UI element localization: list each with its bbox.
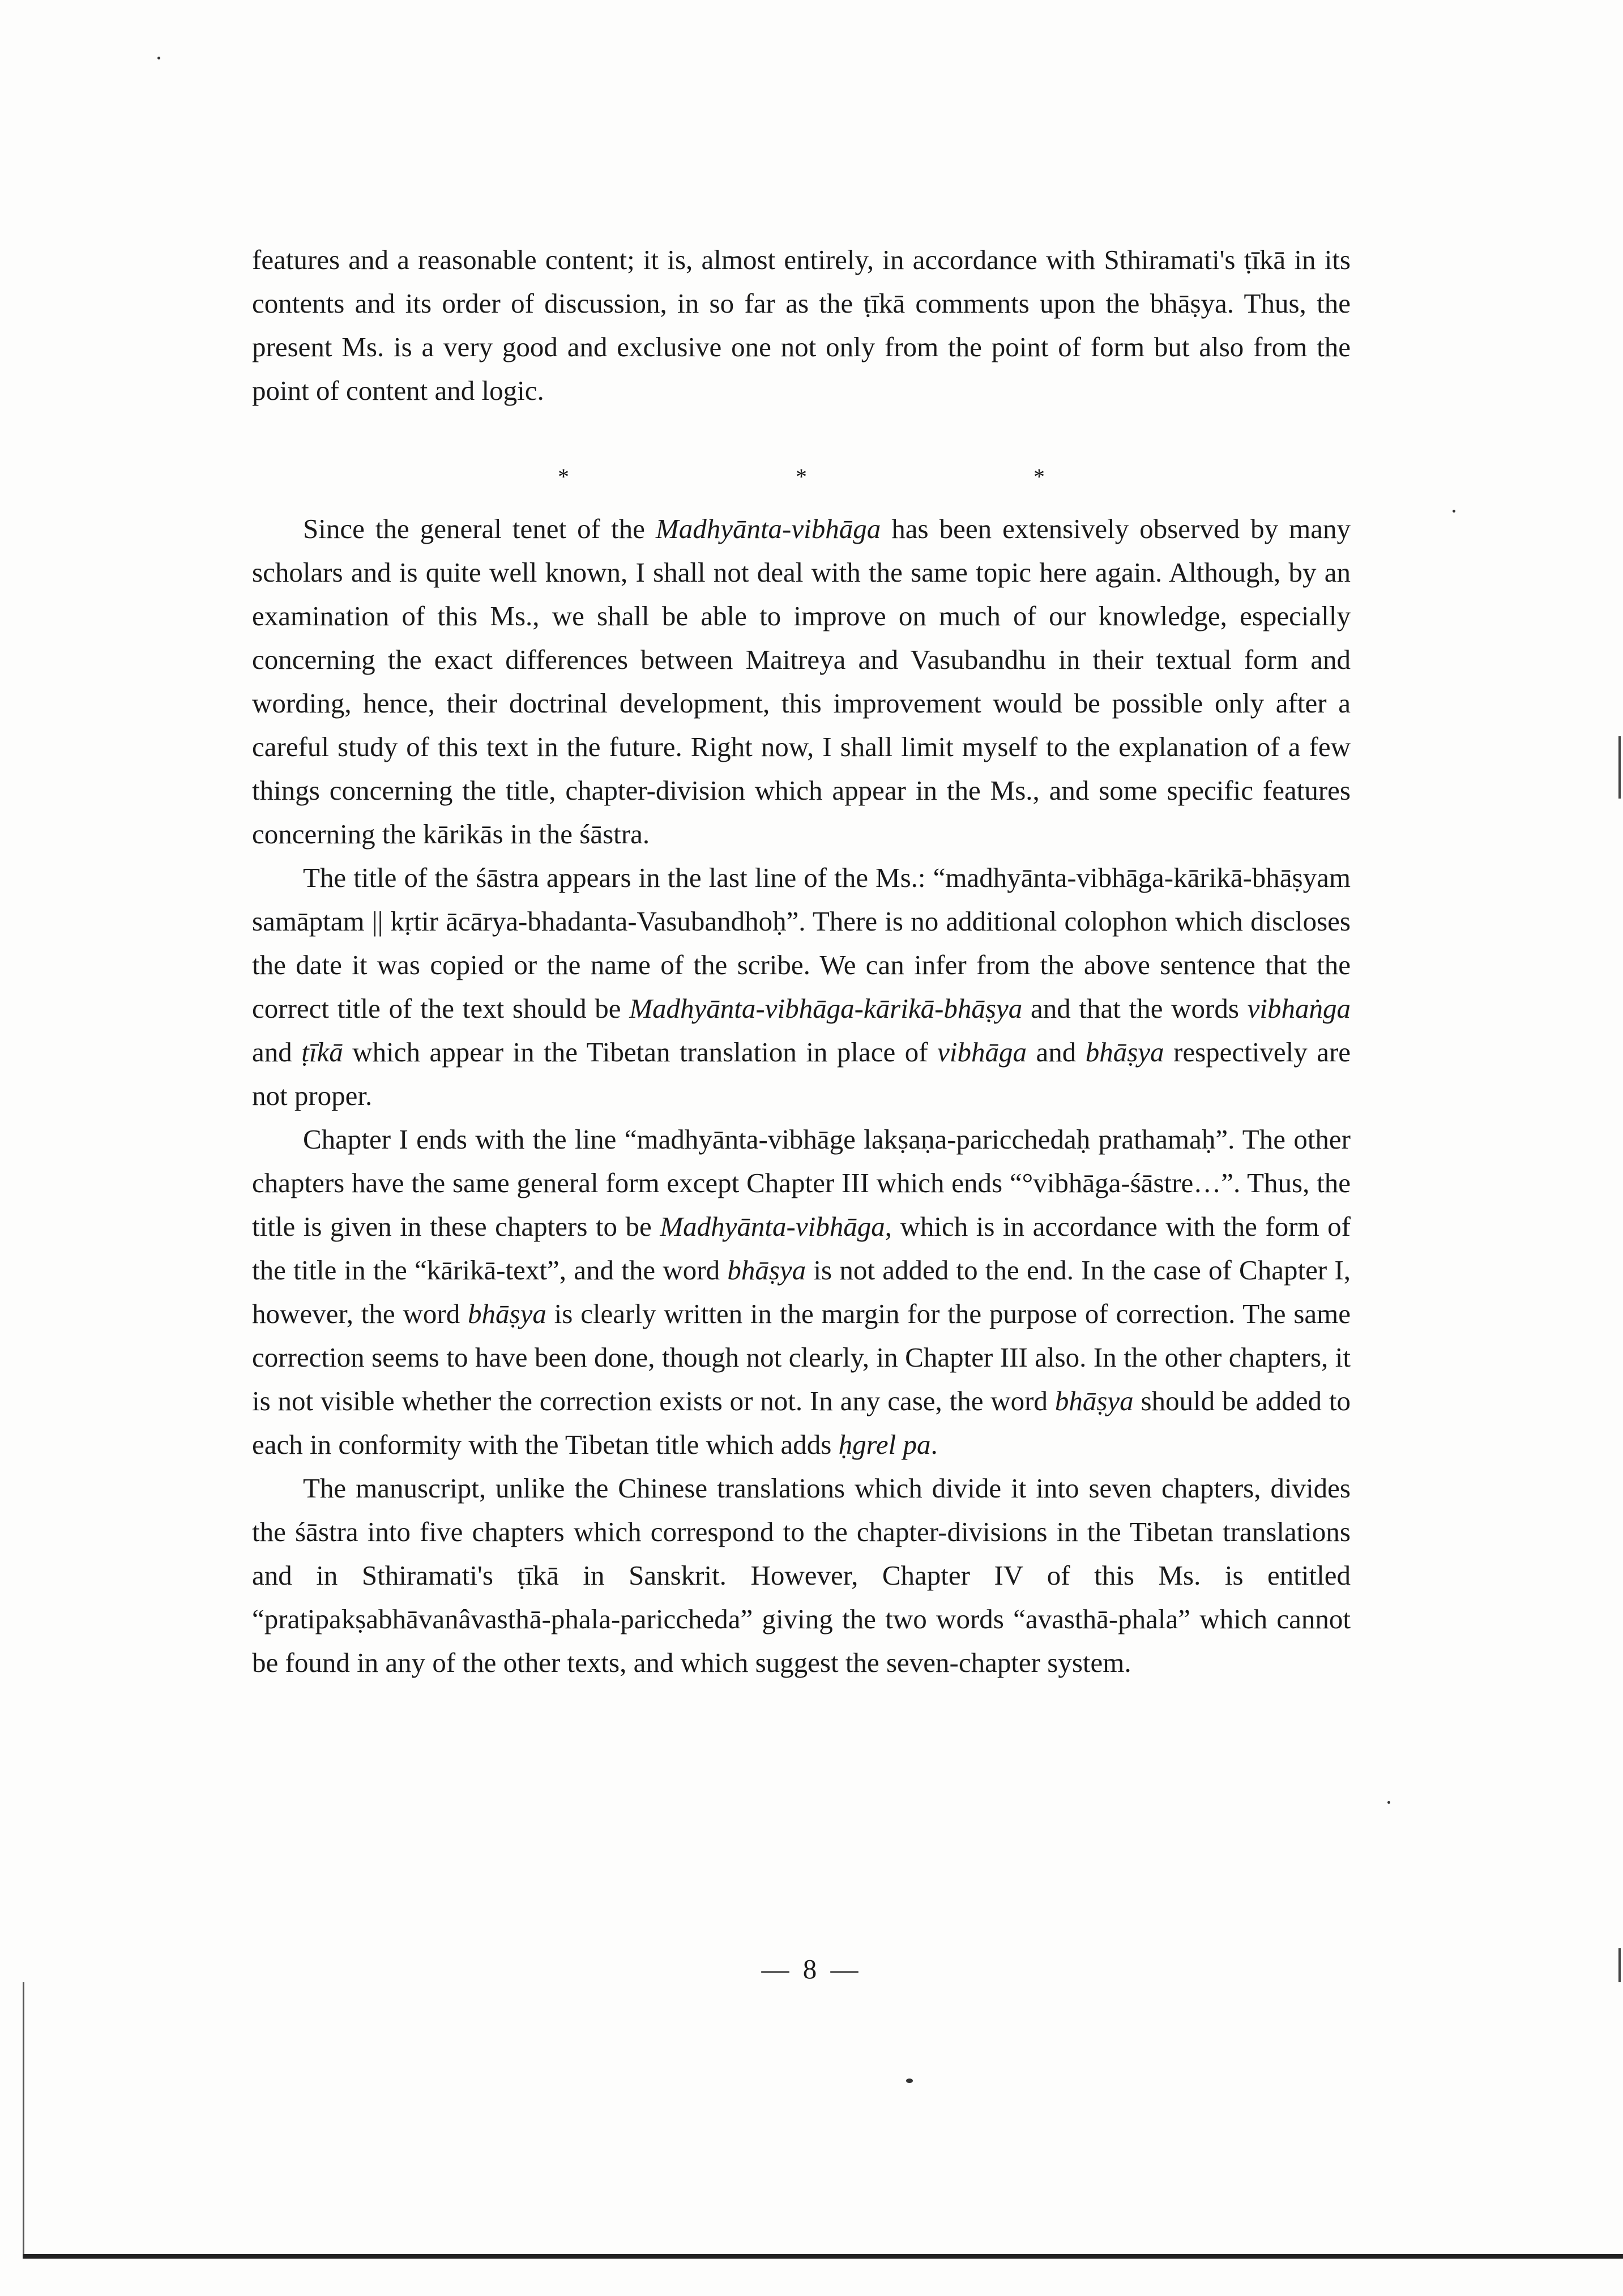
separator-star: *	[796, 464, 807, 489]
italic-term: bhāṣya	[1085, 1036, 1164, 1068]
text-run: is clearly written in the margin for the purpose of correction. The same correction seems to have been done, though not clearly, in Chapter III also. In the other chapters, it is not visible whether the correction exists or not. In any case, the word	[252, 1298, 1351, 1416]
text-run: and	[252, 1036, 302, 1068]
text-run: Since the general tenet of the	[303, 513, 656, 544]
italic-term: bhāṣya	[727, 1254, 806, 1286]
separator-star: *	[558, 464, 569, 489]
scan-speck	[906, 2079, 913, 2083]
italic-term: vibhāga	[937, 1036, 1027, 1068]
continued-paragraph	[252, 238, 1351, 412]
text-run: has been extensively observed by many scholars and is quite well known, I shall not deal with the same topic here again. Although, by an examination of this Ms., we shall be able to improve on much of our knowledge, especially concerning the exact differences between Maitreya and Vasubandhu in their textual form and wording, hence, their doctrinal development, this improvement would be possible only after a careful study of this text in the future. Right now, I shall limit myself to the explanation of a few things concerning the title, chapter-division which appear in the Ms., and some specific features concerning the kārikās in the śāstra.	[252, 513, 1351, 850]
body-paragraph	[252, 507, 1351, 856]
text-run: The manuscript, unlike the Chinese translations which divide it into seven chapters, divides the śāstra into five chapters which correspond to the chapter-divisions in the Tibetan translations and in Sthiramati's ṭīkā in Sanskrit. However, Chapter IV of this Ms. is entitled “pratipakṣabhāvanâvasthā-phala-pariccheda” giving the two words “avasthā-phala” which cannot be found in any of the other texts, and which suggest the seven-chapter system.	[252, 1473, 1351, 1678]
italic-term: ṭīkā	[301, 1036, 343, 1068]
italic-term: bhāṣya	[1054, 1385, 1134, 1416]
text-run: should be added to each in conformity with the Tibetan title which adds	[252, 1385, 1351, 1460]
italic-term: vibhaṅga	[1247, 993, 1351, 1024]
text-run: respectively are not proper.	[252, 1036, 1351, 1111]
text-run: and that the words	[1022, 993, 1248, 1024]
text-run: is not added to the end. In the case of Chapter I, however, the word	[252, 1254, 1351, 1329]
text-run: The title of the śāstra appears in the last line of the Ms.: “madhyānta-vibhāga-kārikā-bhāṣyam samāptam || kṛtir ācārya-bhadanta-Vasubandhoḥ”. There is no additional colophon which discloses the date it was copied or the name of the scribe. We can infer from the above sentence that the correct title of the text should be	[252, 862, 1351, 1024]
scan-bottom-edge	[23, 2254, 1623, 2259]
scan-edge-mark	[1618, 736, 1621, 799]
text-run: .	[930, 1429, 938, 1460]
scan-speck	[1453, 510, 1455, 513]
body-paragraph	[252, 856, 1351, 1117]
text-run: , which is in accordance with the form of the title in the “kārikā-text”, and the word	[252, 1211, 1351, 1286]
text-run: and	[1026, 1036, 1086, 1068]
italic-term: ḥgrel pa	[838, 1429, 931, 1460]
scan-speck	[157, 57, 160, 59]
text-run: which appear in the Tibetan translation in place of	[343, 1036, 938, 1068]
italic-term: Madhyānta-vibhāga	[655, 513, 881, 544]
paragraph-continuation: features and a reasonable content; it is, almost entirely, in accordance with Sthiramati's ṭīkā in its contents and its order of discussion, in so far as the ṭīkā comments upon the bhāṣya. Thus, the present Ms. is a very good and exclusive one not only from the point of form but also from the point of content and logic.	[252, 244, 1351, 406]
italic-term: Madhyānta-vibhāga	[660, 1211, 885, 1242]
scan-edge-line	[23, 1982, 24, 2257]
body-paragraph	[252, 1466, 1351, 1684]
separator-star: *	[1033, 464, 1045, 489]
italic-term: bhāṣya	[468, 1298, 546, 1329]
body-text	[252, 507, 1351, 1684]
scan-edge-mark	[1618, 1948, 1621, 1982]
scan-speck	[1387, 1801, 1390, 1804]
text-run: Chapter I ends with the line “madhyānta-vibhāge lakṣaṇa-paricchedaḥ prathamaḥ”. The other chapters have the same general form except Chapter III which ends “°vibhāga-śāstre…”. Thus, the title is given in these chapters to be	[252, 1124, 1351, 1242]
body-paragraph	[252, 1117, 1351, 1466]
italic-term: Madhyānta-vibhāga-kārikā-bhāṣya	[629, 993, 1023, 1024]
section-separator	[0, 463, 1623, 497]
page-number: — 8 —	[761, 1953, 862, 1985]
